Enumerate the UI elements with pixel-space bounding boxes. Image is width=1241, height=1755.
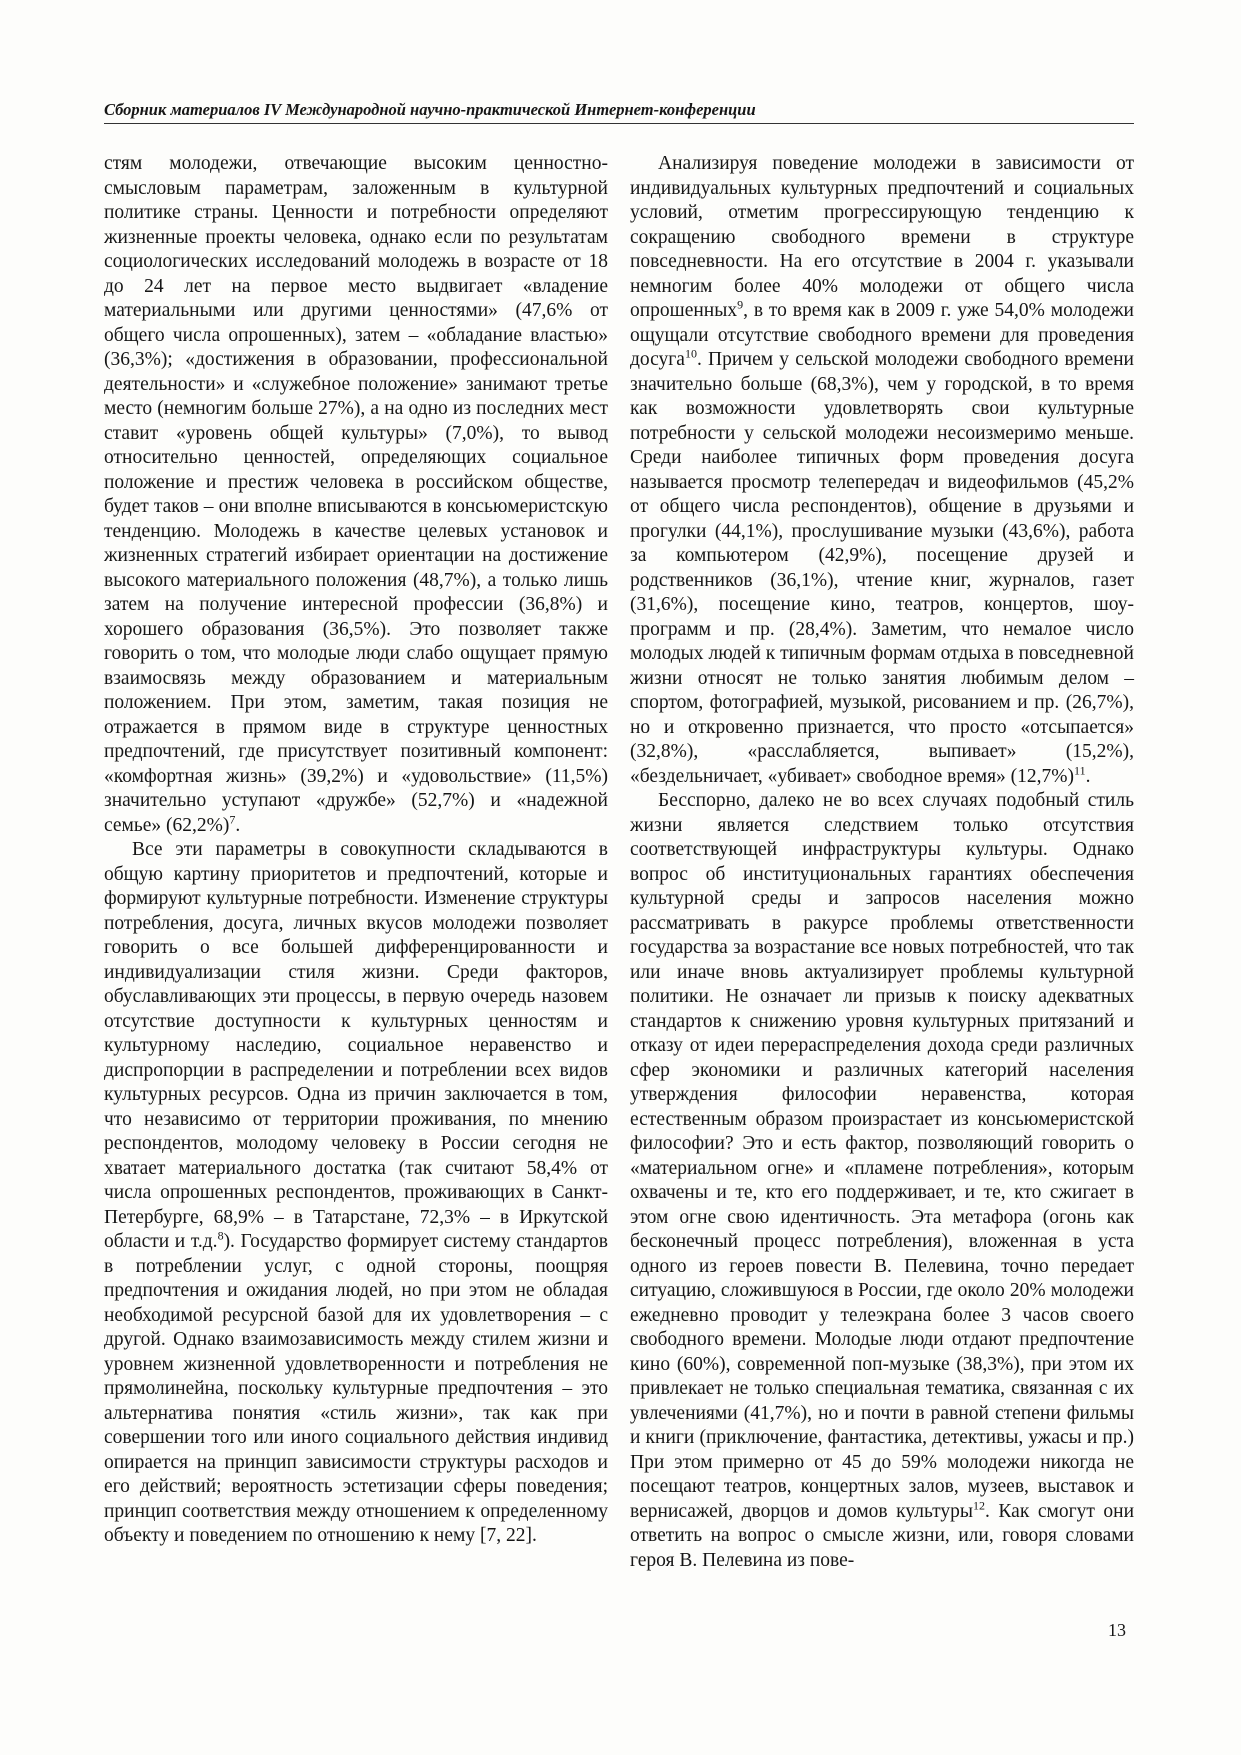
running-header: Сборник материалов IV Международной научно-практической Интернет-конференции (104, 100, 1134, 124)
footnote-ref: 7 (229, 812, 236, 826)
paragraph-text: . Причем у сельской молодежи свободного времени значительно больше (68,3%), чем у городской, в то время как возможности удовлетворять свои культурные потребности у сельской молодежи несоизмеримо меньше. Среди наиболее типичных форм проведения досуга называется просмотр телепередач и видеофильмов (45,2% от общего числа респондентов), общение в друзьями и прогулки (44,1%), прослушивание музыки (43,6%), работа за компьютером (42,9%), посещение друзей и родственников (36,1%), чтение книг, журналов, газет (31,6%), посещение кино, театров, концертов, шоу-программ и пр. (28,4%). Заметим, что немалое число молодых людей к типичным формам отдыха в повседневной жизни относят не только занятия любимым делом – спортом, фотографией, музыкой, рисованием и пр. (26,7%), но и откровенно признается, что просто «отсыпается» (32,8%), «расслабляется, выпивает» (15,2%), «бездельничает, «убивает» свободное время» (12,7%) (630, 349, 1134, 787)
footnote-ref: 8 (217, 1228, 224, 1243)
footnote-ref: 10 (684, 346, 697, 361)
paragraph (630, 152, 1134, 789)
paragraph-text: . (1085, 765, 1091, 787)
paragraph-text: ). Государство формирует систему стандартов в потреблении услуг, с одной стороны, поощряя предпочтения и ожидания людей, но при этом не обладая необходимой ресурсной базой для их удовлетворения – с другой. Однако взаимозависимость между стилем жизни и уровнем жизненной удовлетворенности и потребления не прямолинейна, поскольку культурные предпочтения – это альтернатива понятия «стиль жизни», так как при совершении того или иного социального действия индивид опирается на принцип зависимости структуры расходов и его действий; вероятность эстетизации сферы поведения; принцип соответствия между отношением к определенному объекту и поведением по отношению к нему [7, 22]. (104, 1231, 608, 1546)
paragraph (104, 152, 608, 838)
paragraph-text: стям молодежи, отвечающие высоким ценностно-смысловым параметрам, заложенным в культурной политике страны. Ценности и потребности определяют жизненные проекты человека, однако если по результатам социологических исследований молодежь в возрасте от 18 до 24 лет на первое место выдвигает «владение материальными или другими ценностями» (47,6% от общего числа опрошенных), затем – «обладание властью» (36,3%); «достижения в образовании, профессиональной деятельности» и «служебное положение» занимают третье место (немногим больше 27%), а на одно из последних мест ставит «уровень общей культуры» (7,0%), то вывод относительно ценностей, определяющих социальное положение и престиж человека в российском обществе, будет таков – они вполне вписываются в консьюмеристскую тенденцию. Молодежь в качестве целевых установок и жизненных стратегий избирает ориентации на достижение высокого материального положения (48,7%), а только лишь затем на получение интересной профессии (36,8%) и хорошего образования (36,5%). Это позволяет также говорить о том, что молодые люди слабо ощущает прямую взаимосвязь между образованием и материальным положением. При этом, заметим, такая позиция не отражается в прямом виде в структуре ценностных предпочтений, где присутствует позитивный компонент: «комфортная жизнь» (39,2%) и «удовольствие» (11,5%) значительно уступают «дружбе» (52,7%) и «надежной семье» (62,2%) (104, 153, 608, 836)
paragraph (104, 838, 608, 1549)
paragraph-text: Анализируя поведение молодежи в зависимости от индивидуальных культурных предпочтений и социальных условий, отметим прогрессирующую тенденцию к сокращению свободного времени в структуре повседневности. На его отсутствие в 2004 г. указывали немногим более 40% молодежи от общего числа опрошенных (630, 153, 1134, 321)
paragraph-text: , в то время как в 2009 г. уже 54,0% молодежи ощущали отсутствие свободного времени для проведения досуга (630, 300, 1134, 370)
footnote-ref: 12 (973, 1498, 986, 1512)
page-number: 13 (1108, 1620, 1126, 1640)
right-column (630, 152, 1134, 1573)
footnote-ref: 9 (737, 297, 744, 312)
paragraph-text: . Как смогут они ответить на вопрос о смысле жизни, или, говоря словами героя В. Пелевина из пове- (630, 1500, 1135, 1571)
paragraph (630, 789, 1134, 1573)
paragraph-text: . (235, 814, 241, 836)
paragraph-text: Бесспорно, далеко не во всех случаях подобный стиль жизни является следствием только отсутствия соответствующей инфраструктуры культуры. Однако вопрос об институциональных гарантиях обеспечения культурной среды и запросов населения можно рассматривать в ракурсе проблемы ответственности государства за возрастание все новых потребностей, что так или иначе вновь актуализирует проблемы культурной политики. Не означает ли призыв к поиску адекватных стандартов к снижению уровня культурных притязаний и отказу от идеи перераспределения дохода среди различных сфер экономики и различных категорий населения утверждения философии неравенства, которая естественным образом произрастает из консьюмеристской философии? Это и есть фактор, позволяющий говорить о «материальном огне» и «пламене потребления», которым охвачены и те, кто его поддерживает, и те, кто сжигает в этом огне свою идентичность. Эта метафора (огонь как бесконечный процесс потребления), вложенная в уста одного из героев повести В. Пелевина, точно передает ситуацию, сложившуюся в России, где около 20% молодежи ежедневно проводит у телеэкрана более 3 часов своего свободного времени. Молодые люди отдают предпочтение кино (60%), современной поп-музыке (38,3%), при этом их привлекает не только специальная тематика, связанная с их увлечениями (41,7%), но и почти в равной степени фильмы и книги (приключение, фантастика, детективы, ужасы и пр.) При этом примерно от 45 до 59% молодежи никогда не посещают театров, концертных залов, музеев, выставок и вернисажей, дворцов и домов культуры (630, 790, 1134, 1522)
footnote-ref: 11 (1074, 763, 1086, 777)
paragraph-text: Все эти параметры в совокупности складываются в общую картину приоритетов и предпочтений, которые и формируют культурные потребности. Изменение структуры потребления, досуга, личных вкусов молодежи позволяет говорить о все большей дифференцированности и индивидуализации стиля жизни. Среди факторов, обуславливающих эти процессы, в первую очередь назовем отсутствие доступности к культурных ценностям и культурному наследию, социальное неравенство и диспропорции в распределении и потреблении всех видов культурных ресурсов. Одна из причин заключается в том, что независимо от территории проживания, по мнению респондентов, молодому человеку в России сегодня не хватает материального достатка (так считают 58,4% от числа опрошенных респондентов, проживающих в Санкт-Петербурге, 68,9% – в Татарстане, 72,3% – в Иркутской области и т.д. (104, 839, 608, 1252)
left-column (104, 152, 608, 1549)
